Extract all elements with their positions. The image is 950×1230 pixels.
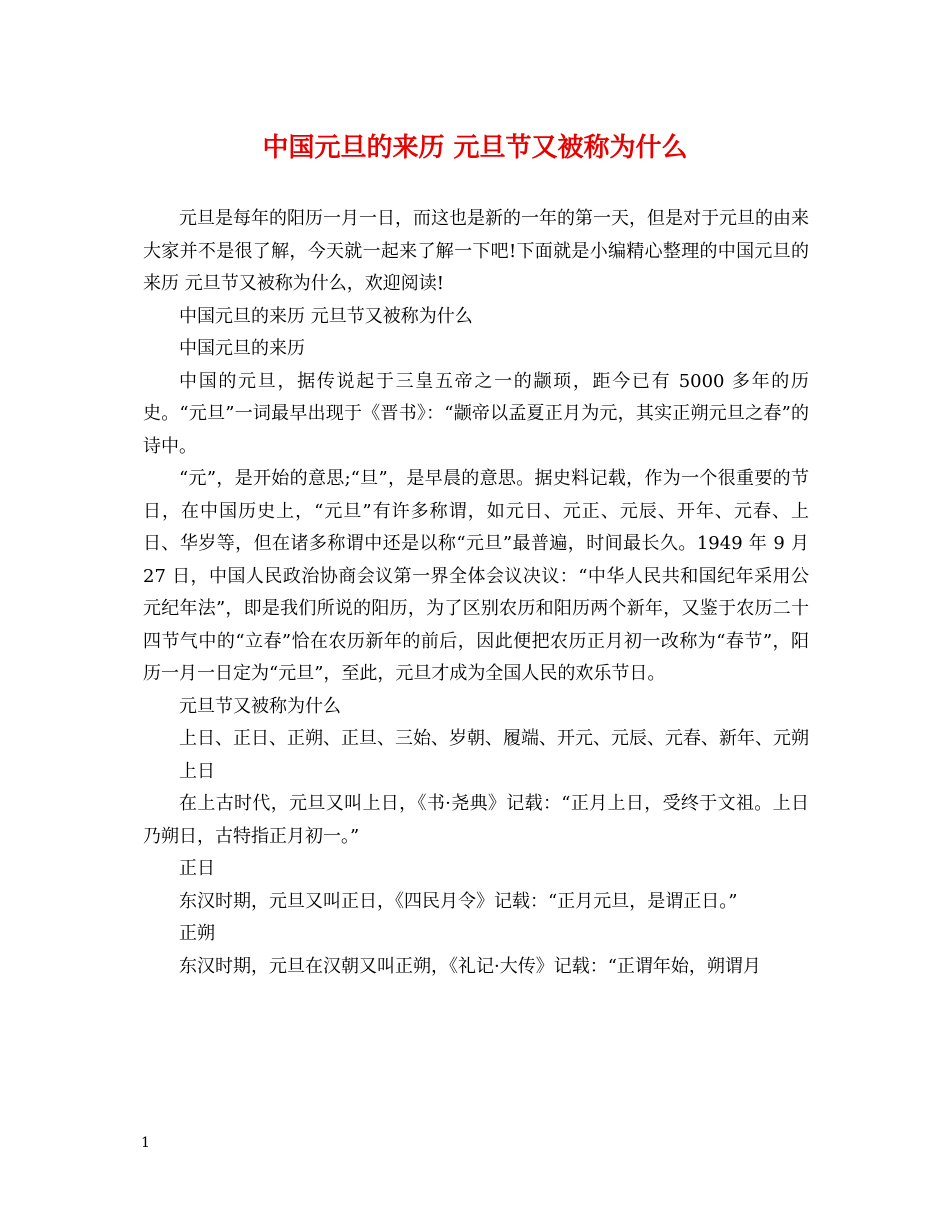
section-heading: 上日 [179,760,215,782]
section-heading: 元旦节又被称为什么 [179,695,341,717]
section-heading: 正朔 [179,923,215,944]
paragraph: 元旦是每年的阳历一月一日，而这也是新的一年的第一天，但是对于元旦的由来大家并不是很了解，今天就一起来了解一下吧!下面就是小编精心整理的中国元旦的来历 元旦节又被称为什么，欢迎阅读! [143,208,809,294]
document-body [143,203,809,983]
section-heading: 正日 [179,858,215,879]
paragraph: “元”，是开始的意思;“旦”，是早晨的意思。据史料记载，作为一个很重要的节日，在中国历史上，“元旦”有许多称谓，如元日、元正、元辰、开年、元春、上日、华岁等，但在诸多称谓中还是以称“元旦”最普遍，时间最长久。1949 年 9 月 27 日，中国人民政治协商会议第一界全体会议决议：“中华人民共和国纪年采用公元纪年法”，即是我们所说的阳历，为了区别农历和阳历两个新年，又鉴于农历二十四节气中的“立春”恰在农历新年的前后，因此便把农历正月初一改称为“春节”，阳历一月一日定为“元旦”，至此，元旦才成为全国人民的欢乐节日。 [143,468,809,684]
paragraph: 东汉时期，元旦在汉朝又叫正朔，《礼记·大传》记载：“正谓年始，朔谓月 [179,955,761,977]
paragraph: 在上古时代，元旦又叫上日，《书·尧典》记载：“正月上日，受终于文祖。上日乃朔日，古特指正月初一。” [143,793,809,847]
section-heading: 中国元旦的来历 [179,338,305,359]
paragraph: 上日、正日、正朔、正旦、三始、岁朝、履端、开元、元辰、元春、新年、元朔 [179,728,809,749]
page-number: 1 [141,1135,150,1151]
section-heading: 中国元旦的来历 元旦节又被称为什么 [179,305,473,327]
document-title: 中国元旦的来历 元旦节又被称为什么 [262,133,688,163]
paragraph: 东汉时期，元旦又叫正日，《四民月令》记载：“正月元旦，是谓正日。” [179,890,738,912]
paragraph: 中国的元旦，据传说起于三皇五帝之一的颛顼，距今已有 5000 多年的历史。“元旦”一词最早出现于《晋书》：“颛帝以孟夏正月为元，其实正朔元旦之春”的诗中。 [143,370,809,457]
